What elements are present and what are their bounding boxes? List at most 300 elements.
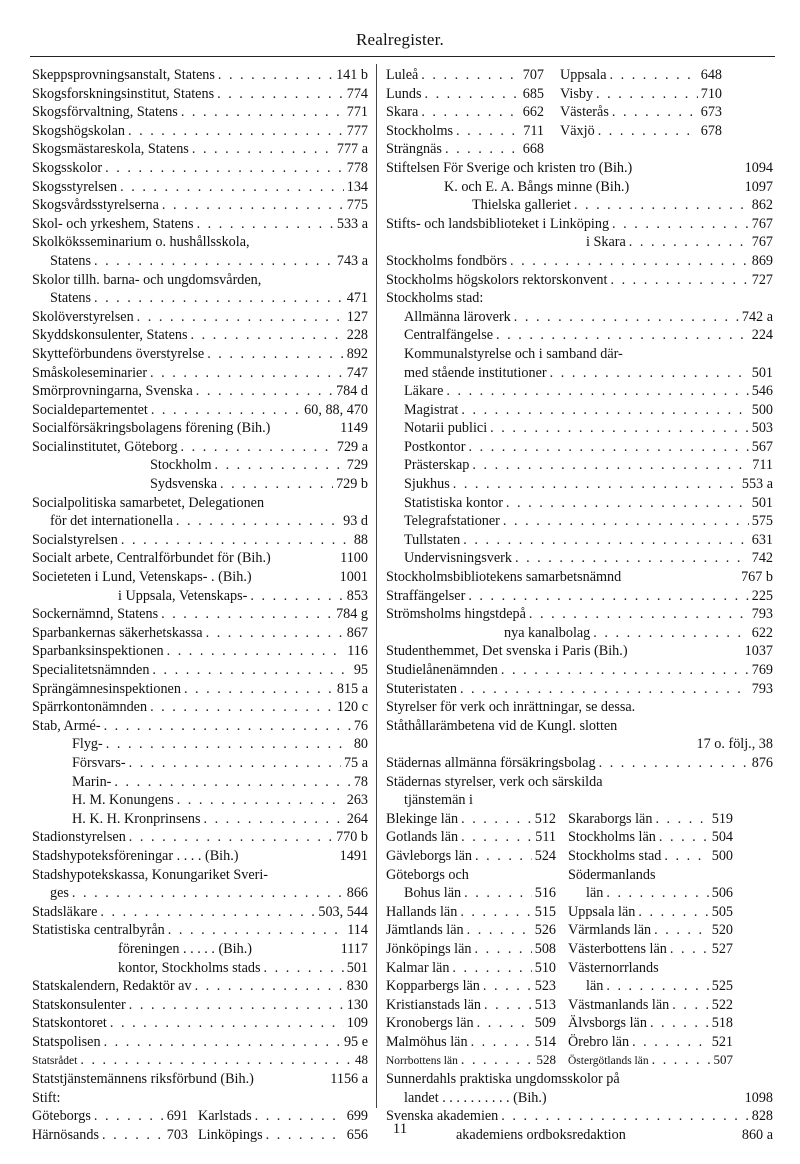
page-reference: 703 xyxy=(166,1126,188,1143)
dot-leader xyxy=(100,903,315,922)
dot-leader xyxy=(421,103,519,122)
dot-leader xyxy=(461,828,532,847)
index-entry xyxy=(32,531,368,550)
pair-entry xyxy=(568,1033,733,1052)
index-entry xyxy=(386,680,773,699)
dot-leader xyxy=(460,903,531,922)
dot-leader xyxy=(514,308,739,327)
entry-label: Statens xyxy=(50,252,91,269)
index-entry xyxy=(32,103,368,122)
page-reference: 767 xyxy=(751,215,773,232)
page-reference: 500 xyxy=(711,847,733,864)
entry-label: Postkontor xyxy=(404,438,466,455)
pair-entry xyxy=(386,903,556,922)
dot-leader xyxy=(612,215,749,234)
dot-leader xyxy=(550,364,749,383)
page-reference: 527 xyxy=(711,940,733,957)
page-reference: 793 xyxy=(751,606,773,623)
entry-label: Sprängämnesinspektionen xyxy=(32,680,181,697)
dot-leader xyxy=(471,1033,532,1052)
page-reference: 778 xyxy=(346,159,368,176)
entry-label: Bohus län xyxy=(404,885,462,902)
page-number: 11 xyxy=(392,1121,408,1137)
index-entry xyxy=(32,475,368,494)
entry-label: Kopparbergs län xyxy=(386,978,480,995)
header-rule xyxy=(30,56,775,57)
page-reference: 1156 a xyxy=(330,1071,368,1088)
index-entry xyxy=(32,215,368,234)
entry-label: Telegrafstationer xyxy=(404,513,500,530)
index-entry xyxy=(386,401,773,420)
dot-leader xyxy=(475,940,532,959)
index-entry xyxy=(32,587,368,606)
left-column xyxy=(32,66,368,1144)
pair-entry xyxy=(568,921,733,940)
page-reference: 48 xyxy=(355,1052,368,1068)
pair-entry xyxy=(386,847,556,866)
page-header-title: Realregister. xyxy=(355,30,445,49)
index-entry xyxy=(32,66,368,85)
entry-label: Stockholms xyxy=(386,122,454,139)
dot-leader xyxy=(161,605,333,624)
dot-leader xyxy=(80,1051,352,1070)
entry-label: Stadionstyrelsen xyxy=(32,829,126,846)
entry-label: Styrelser för verk och inrättningar, se dessa. xyxy=(386,699,636,716)
dot-leader xyxy=(264,959,344,978)
entry-label: Stiftelsen För Sverige och kristen tro (Bih.) xyxy=(386,159,633,176)
pair-entry xyxy=(568,1014,733,1033)
dot-leader xyxy=(129,828,333,847)
entry-label: Stadshypotekskassa, Konungariket Sveri- xyxy=(32,866,269,883)
page-reference: 668 xyxy=(522,141,544,158)
index-entry xyxy=(386,568,773,587)
entry-label: Städernas allmänna försäkringsbolag xyxy=(386,754,596,771)
entry-label: Ståthållarämbetena vid de Kungl. slotten xyxy=(386,717,618,734)
dot-leader xyxy=(599,754,749,773)
entry-label: Thielska galleriet xyxy=(472,197,571,214)
entry-label: Södermanlands xyxy=(568,866,656,883)
dot-leader xyxy=(128,122,344,141)
entry-label: Stadshypoteksföreningar . . . . (Bih.) xyxy=(32,847,239,864)
page-reference: 775 xyxy=(346,197,368,214)
page-reference: 685 xyxy=(522,85,544,102)
pair-entry xyxy=(568,866,733,885)
page-reference: 503, 544 xyxy=(318,903,368,920)
index-entry xyxy=(32,568,368,587)
index-entry xyxy=(32,717,368,736)
entry-label: Stockholms högskolors rektorskonvent xyxy=(386,271,608,288)
dot-leader xyxy=(181,438,334,457)
index-entry xyxy=(32,1089,368,1108)
page-reference: 631 xyxy=(751,531,773,548)
index-pair-row xyxy=(386,977,773,996)
index-entry xyxy=(386,271,773,290)
dot-leader xyxy=(463,531,748,550)
index-entry xyxy=(32,438,368,457)
index-pair-row xyxy=(386,959,773,978)
index-entry xyxy=(32,810,368,829)
entry-label: Smörprovningarna, Svenska xyxy=(32,383,193,400)
index-entry xyxy=(32,754,368,773)
page-reference: 515 xyxy=(534,903,556,920)
dot-leader xyxy=(610,271,748,290)
index-entry xyxy=(32,271,368,290)
entry-label: län xyxy=(586,978,604,995)
entry-label: Magistrat xyxy=(404,401,459,418)
page-reference: 507 xyxy=(713,1052,733,1068)
entry-label: Östergötlands län xyxy=(568,1055,649,1068)
dot-leader xyxy=(672,996,708,1015)
page-reference: 784 d xyxy=(336,383,368,400)
entry-label: Tullstaten xyxy=(404,531,461,548)
entry-label: Uppsala xyxy=(560,67,607,83)
page-reference: 501 xyxy=(346,959,368,976)
page-reference: 867 xyxy=(346,624,368,641)
page-reference: 575 xyxy=(751,513,773,530)
dot-leader xyxy=(94,252,334,271)
page-reference: 109 xyxy=(346,1015,368,1032)
entry-label: Sparbanksinspektionen xyxy=(32,643,164,660)
dot-leader xyxy=(191,326,344,345)
entry-label: Statistiska kontor xyxy=(404,494,503,511)
entry-label: Flyg- xyxy=(72,736,103,753)
page-reference: 510 xyxy=(534,959,556,976)
dot-leader xyxy=(150,364,344,383)
dot-leader xyxy=(610,66,698,85)
index-entry xyxy=(32,735,368,754)
entry-label: Skogsstyrelsen xyxy=(32,178,118,195)
index-entry xyxy=(32,382,368,401)
entry-label: Växjö xyxy=(560,122,595,139)
index-entry xyxy=(386,494,773,513)
page-reference: 866 xyxy=(346,885,368,902)
entry-label: Statens xyxy=(50,290,91,307)
page-reference: 742 a xyxy=(741,308,773,325)
dot-leader xyxy=(477,1014,532,1033)
index-entry xyxy=(32,903,368,922)
index-pair-row xyxy=(386,66,773,85)
page-reference: 699 xyxy=(346,1108,368,1125)
index-entry xyxy=(32,1051,368,1070)
page-reference: 774 xyxy=(346,85,368,102)
entry-label: nya kanalbolag xyxy=(504,624,591,641)
pair-entry xyxy=(560,122,722,141)
index-pair-row xyxy=(386,884,773,903)
entry-label: Socialdepartementet xyxy=(32,401,148,418)
entry-label: Statspolisen xyxy=(32,1033,101,1050)
page-reference: 88 xyxy=(353,531,368,548)
index-entry xyxy=(386,364,773,383)
index-entry xyxy=(32,884,368,903)
entry-label: med stående institutioner xyxy=(404,364,547,381)
pair-entry xyxy=(568,977,733,996)
index-entry xyxy=(32,940,368,959)
index-entry xyxy=(32,401,368,420)
dot-leader xyxy=(593,624,748,643)
dot-leader xyxy=(214,456,343,475)
entry-label: Småskoleseminarier xyxy=(32,364,148,381)
dot-leader xyxy=(168,921,344,940)
page-reference: 729 a xyxy=(336,438,368,455)
index-entry xyxy=(386,773,773,792)
dot-leader xyxy=(104,1033,341,1052)
page-reference: 526 xyxy=(534,922,556,939)
entry-label: Statsrådet xyxy=(32,1055,78,1068)
entry-label: Skogsvårdsstyrelserna xyxy=(32,197,159,214)
index-entry xyxy=(32,233,368,252)
page-reference: 771 xyxy=(346,104,368,121)
dot-leader xyxy=(596,85,698,104)
dot-leader xyxy=(598,122,698,141)
index-entry xyxy=(386,178,773,197)
pair-entry xyxy=(386,1051,556,1070)
dot-leader xyxy=(94,289,344,308)
page-reference: 501 xyxy=(751,364,773,381)
entry-label: Sjukhus xyxy=(404,476,450,493)
dot-leader xyxy=(250,587,343,606)
page-reference: 710 xyxy=(700,85,722,102)
index-entry xyxy=(32,698,368,717)
index-entry xyxy=(32,791,368,810)
page-reference: 747 xyxy=(346,364,368,381)
pair-entry xyxy=(568,959,733,978)
page-reference: 546 xyxy=(751,383,773,400)
index-pair-row xyxy=(386,140,773,159)
entry-label: Skol- och yrkeshem, Statens xyxy=(32,215,194,232)
entry-label: Strängnäs xyxy=(386,141,442,158)
page-reference: 512 xyxy=(534,810,556,827)
page-reference: 95 e xyxy=(343,1033,368,1050)
pair-entry xyxy=(386,85,544,104)
entry-label: Lunds xyxy=(386,85,422,102)
dot-leader xyxy=(490,419,749,438)
page-reference: 500 xyxy=(751,401,773,418)
dot-leader xyxy=(461,401,748,420)
dot-leader xyxy=(150,698,334,717)
page-reference: 1094 xyxy=(744,159,773,176)
index-entry xyxy=(32,977,368,996)
dot-leader xyxy=(114,773,350,792)
dot-leader xyxy=(472,456,749,475)
entry-label: Sydsvenska xyxy=(150,476,217,493)
dot-leader xyxy=(629,233,749,252)
index-entry xyxy=(386,512,773,531)
entry-label: Statskalendern, Redaktör av xyxy=(32,978,192,995)
entry-label: Societeten i Lund, Vetenskaps- . (Bih.) xyxy=(32,569,252,586)
dot-leader xyxy=(424,85,519,104)
page-reference: 78 xyxy=(353,773,368,790)
page-reference: 678 xyxy=(700,122,722,139)
pair-entry xyxy=(568,996,733,1015)
page-reference: 93 d xyxy=(343,513,368,530)
index-pair-row xyxy=(386,122,773,141)
index-entry xyxy=(32,959,368,978)
dot-leader xyxy=(659,828,709,847)
dot-leader xyxy=(129,996,344,1015)
index-entry xyxy=(32,512,368,531)
index-entry xyxy=(32,252,368,271)
entry-label: Marin- xyxy=(72,773,112,790)
dot-leader xyxy=(110,1014,344,1033)
entry-label: Skogshögskolan xyxy=(32,122,126,139)
pair-entry xyxy=(568,940,733,959)
index-entry xyxy=(32,159,368,178)
index-entry xyxy=(386,252,773,271)
page-reference: 767 b xyxy=(741,569,773,586)
pair-entry xyxy=(386,122,544,141)
entry-label: Skara xyxy=(386,104,419,121)
dot-leader xyxy=(184,680,334,699)
entry-label: Statistiska centralbyrån xyxy=(32,922,165,939)
entry-label: Sparbankernas säkerhetskassa xyxy=(32,624,203,641)
dot-leader xyxy=(106,735,351,754)
dot-leader xyxy=(218,66,333,85)
page-reference: 777 xyxy=(346,122,368,139)
entry-label: Städernas styrelser, verk och särskilda xyxy=(386,773,603,790)
pair-entry xyxy=(386,810,556,829)
dot-leader xyxy=(461,1051,534,1070)
pair-entry xyxy=(386,977,556,996)
entry-label: Kristianstads län xyxy=(386,996,481,1013)
dot-leader xyxy=(452,959,531,978)
index-entry xyxy=(386,791,773,810)
page-reference: 860 a xyxy=(741,1126,773,1143)
page-reference: 80 xyxy=(353,736,368,753)
dot-leader xyxy=(652,1051,711,1070)
entry-label: för det internationella xyxy=(50,513,173,530)
index-pair-row xyxy=(386,847,773,866)
index-pair-row xyxy=(386,921,773,940)
entry-label: Skogsförvaltning, Statens xyxy=(32,104,178,121)
index-entry xyxy=(32,122,368,141)
index-entry xyxy=(386,1089,773,1108)
index-entry xyxy=(386,159,773,178)
entry-label: Centralfängelse xyxy=(404,327,494,344)
page-reference: 533 a xyxy=(336,215,368,232)
index-entry xyxy=(32,624,368,643)
dot-leader xyxy=(421,66,519,85)
pair-entry xyxy=(386,103,544,122)
index-entry xyxy=(32,773,368,792)
entry-label: Studielånenämnden xyxy=(386,662,498,678)
dot-leader xyxy=(483,977,532,996)
entry-label: Norrbottens län xyxy=(386,1055,458,1068)
entry-label: Luleå xyxy=(386,67,419,83)
dot-leader xyxy=(460,680,749,699)
entry-label: Linköpings xyxy=(198,1126,263,1143)
pair-entry xyxy=(568,884,733,903)
pair-entry xyxy=(568,903,733,922)
page-reference: 830 xyxy=(346,978,368,995)
pair-entry xyxy=(560,103,722,122)
entry-label: Straffängelser xyxy=(386,587,466,604)
index-entry xyxy=(32,642,368,661)
entry-label: Skyddskonsulenter, Statens xyxy=(32,327,188,344)
pair-entry xyxy=(560,85,722,104)
page-reference: 520 xyxy=(711,922,733,939)
index-entry xyxy=(386,308,773,327)
page-reference: 727 xyxy=(751,271,773,288)
entry-label: Stockholmsbibliotekens samarbetsnämnd xyxy=(386,569,622,586)
index-entry xyxy=(386,642,773,661)
index-entry xyxy=(32,345,368,364)
page-reference: 60, 88, 470 xyxy=(304,401,368,418)
entry-label: Stockholms stad xyxy=(568,847,662,864)
entry-label: Specialitetsnämnden xyxy=(32,662,150,678)
index-entry xyxy=(32,828,368,847)
dot-leader xyxy=(162,196,344,215)
index-entry xyxy=(32,866,368,885)
dot-leader xyxy=(137,308,344,327)
pair-entry xyxy=(386,884,556,903)
page-reference: 892 xyxy=(346,345,368,362)
index-entry xyxy=(32,494,368,513)
entry-label: Stockholm xyxy=(150,457,212,474)
page-reference: 1098 xyxy=(744,1089,773,1106)
page-reference: 505 xyxy=(711,903,733,920)
dot-leader xyxy=(129,754,341,773)
page-reference: 1100 xyxy=(340,550,368,567)
page-reference: 567 xyxy=(751,438,773,455)
entry-label: landet . . . . . . . . . . (Bih.) xyxy=(404,1089,547,1106)
entry-label: Svenska akademien xyxy=(386,1108,499,1125)
entry-label: i Uppsala, Vetenskaps- xyxy=(118,587,248,604)
dot-leader xyxy=(72,884,344,903)
dot-leader xyxy=(632,1033,709,1052)
index-pair-row xyxy=(386,103,773,122)
entry-label: tjänstemän i xyxy=(404,792,473,809)
entry-label: Socialinstitutet, Göteborg xyxy=(32,438,178,455)
index-entry xyxy=(32,140,368,159)
dot-leader xyxy=(203,810,343,829)
page-reference: 228 xyxy=(346,327,368,344)
dot-leader xyxy=(655,810,708,829)
page-reference: 648 xyxy=(700,67,722,83)
entry-label: Göteborgs och xyxy=(386,866,469,883)
dot-leader xyxy=(220,475,333,494)
index-entry xyxy=(32,196,368,215)
index-pair-row xyxy=(386,866,773,885)
pair-entry xyxy=(386,1014,556,1033)
entry-label: akademiens ordboksredaktion xyxy=(456,1126,626,1143)
page-reference: 622 xyxy=(751,624,773,641)
index-entry xyxy=(386,215,773,234)
entry-label: i Skara xyxy=(586,234,626,251)
dot-leader xyxy=(217,85,344,104)
dot-leader xyxy=(195,977,344,996)
entry-label: Göteborgs xyxy=(32,1108,91,1125)
page-reference: 815 a xyxy=(336,680,368,697)
page-reference: 769 xyxy=(751,662,773,678)
dot-leader xyxy=(606,977,708,996)
dot-leader xyxy=(152,661,350,680)
index-entry xyxy=(386,531,773,550)
dot-leader xyxy=(467,921,532,940)
index-pair-row xyxy=(386,903,773,922)
entry-label: Statskontoret xyxy=(32,1015,107,1032)
entry-label: Hallands län xyxy=(386,903,458,920)
dot-leader xyxy=(664,847,708,866)
entry-label: föreningen . . . . . (Bih.) xyxy=(118,940,252,957)
page-reference: 509 xyxy=(534,1015,556,1032)
entry-label: Notarii publici xyxy=(404,420,488,437)
entry-label: Skogsskolor xyxy=(32,159,103,176)
entry-label: Socialstyrelsen xyxy=(32,531,118,548)
page-reference: 513 xyxy=(534,996,556,1013)
page-reference: 662 xyxy=(522,104,544,121)
page-reference: 729 b xyxy=(336,476,368,493)
pair-entry xyxy=(386,828,556,847)
